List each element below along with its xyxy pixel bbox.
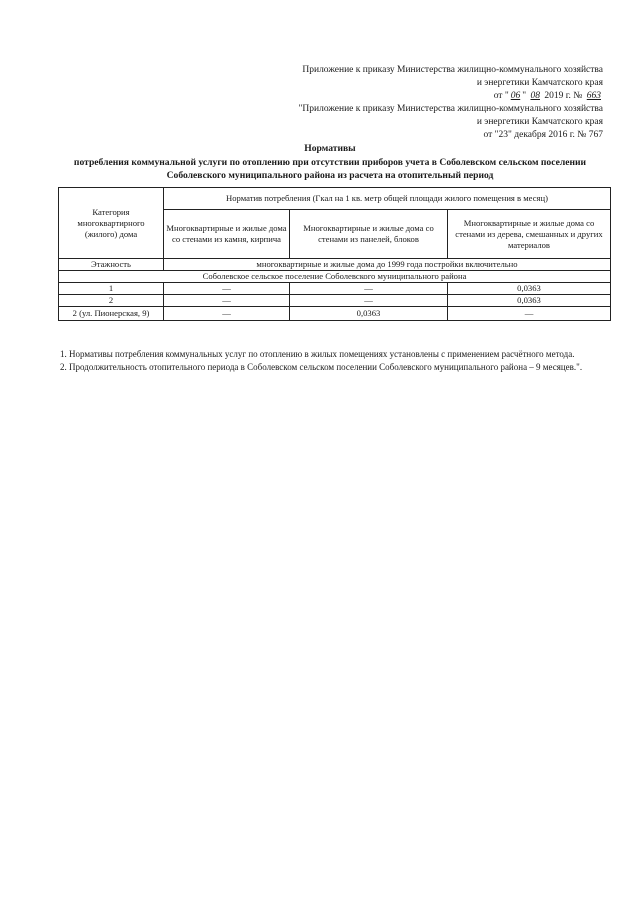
- col-brick-header: Многоквартирные и жилые дома со стенами из камня, кирпича: [164, 210, 290, 259]
- brick-value: —: [164, 283, 290, 295]
- col-panel-header: Многоквартирные и жилые дома со стенами из панелей, блоков: [290, 210, 448, 259]
- table-row: [59, 295, 611, 307]
- order-day: 06: [510, 91, 521, 101]
- table-row: [59, 283, 611, 295]
- order-prefix: от ": [493, 91, 509, 101]
- wood-value: 0,0363: [448, 295, 611, 307]
- order-sep: ": [522, 91, 527, 101]
- prev-appendix-line-2: и энергетики Камчатского края: [476, 117, 603, 127]
- order-year: 2019 г. №: [544, 91, 583, 101]
- brick-value: —: [164, 307, 290, 321]
- document-title: [40, 142, 620, 183]
- col-wood-header: Многоквартирные и жилые дома со стенами из дерева, смешанных и других материалов: [448, 210, 611, 259]
- norm-header: Норматив потребления (Гкал на 1 кв. метр общей площади жилого помещения в месяц): [164, 188, 611, 210]
- title-line-2: потребления коммунальной услуги по отоплению при отсутствии приборов учета в Соболевском сельском поселении: [73, 156, 587, 168]
- storeys-label: Этажность: [59, 259, 164, 271]
- prev-appendix-line-1: "Приложение к приказу Министерства жилищно-коммунального хозяйства: [298, 104, 603, 114]
- norms-table: [58, 187, 611, 321]
- floors-cell: 2: [59, 295, 164, 307]
- appendix-line-2: и энергетики Камчатского края: [476, 78, 603, 88]
- panel-value: 0,0363: [290, 307, 448, 321]
- title-line-1: Нормативы: [304, 143, 356, 154]
- wood-value: —: [448, 307, 611, 321]
- order-date-line: [299, 90, 604, 103]
- category-header: Категория многоквартирного (жилого) дома: [59, 188, 164, 259]
- settlement-label: Соболевское сельское поселение Соболевского муниципального района: [59, 271, 611, 283]
- brick-value: —: [164, 295, 290, 307]
- floors-cell: 1: [59, 283, 164, 295]
- notes: [60, 348, 620, 373]
- wood-value: 0,0363: [448, 283, 611, 295]
- appendix-line-1: Приложение к приказу Министерства жилищно-коммунального хозяйства: [302, 65, 603, 75]
- panel-value: —: [290, 283, 448, 295]
- order-number: 663: [586, 91, 601, 101]
- floors-cell: 2 (ул. Пионерская, 9): [59, 307, 164, 321]
- prev-appendix-line-3: от "23" декабря 2016 г. № 767: [483, 130, 603, 140]
- note-1: 1. Нормативы потребления коммунальных услуг по отоплению в жилых помещениях установлены с применением расчётного метода.: [60, 349, 575, 359]
- table-row: [59, 307, 611, 321]
- panel-value: —: [290, 295, 448, 307]
- appendix-header: [299, 64, 604, 142]
- period-label: многоквартирные и жилые дома до 1999 года постройки включительно: [164, 259, 611, 271]
- order-month: 08: [530, 91, 540, 101]
- note-2: 2. Продолжительность отопительного периода в Соболевском сельском поселении Соболевского муниципального района – 9 месяцев.".: [60, 361, 583, 372]
- title-line-3: Соболевского муниципального района из расчета на отопительный период: [166, 170, 494, 181]
